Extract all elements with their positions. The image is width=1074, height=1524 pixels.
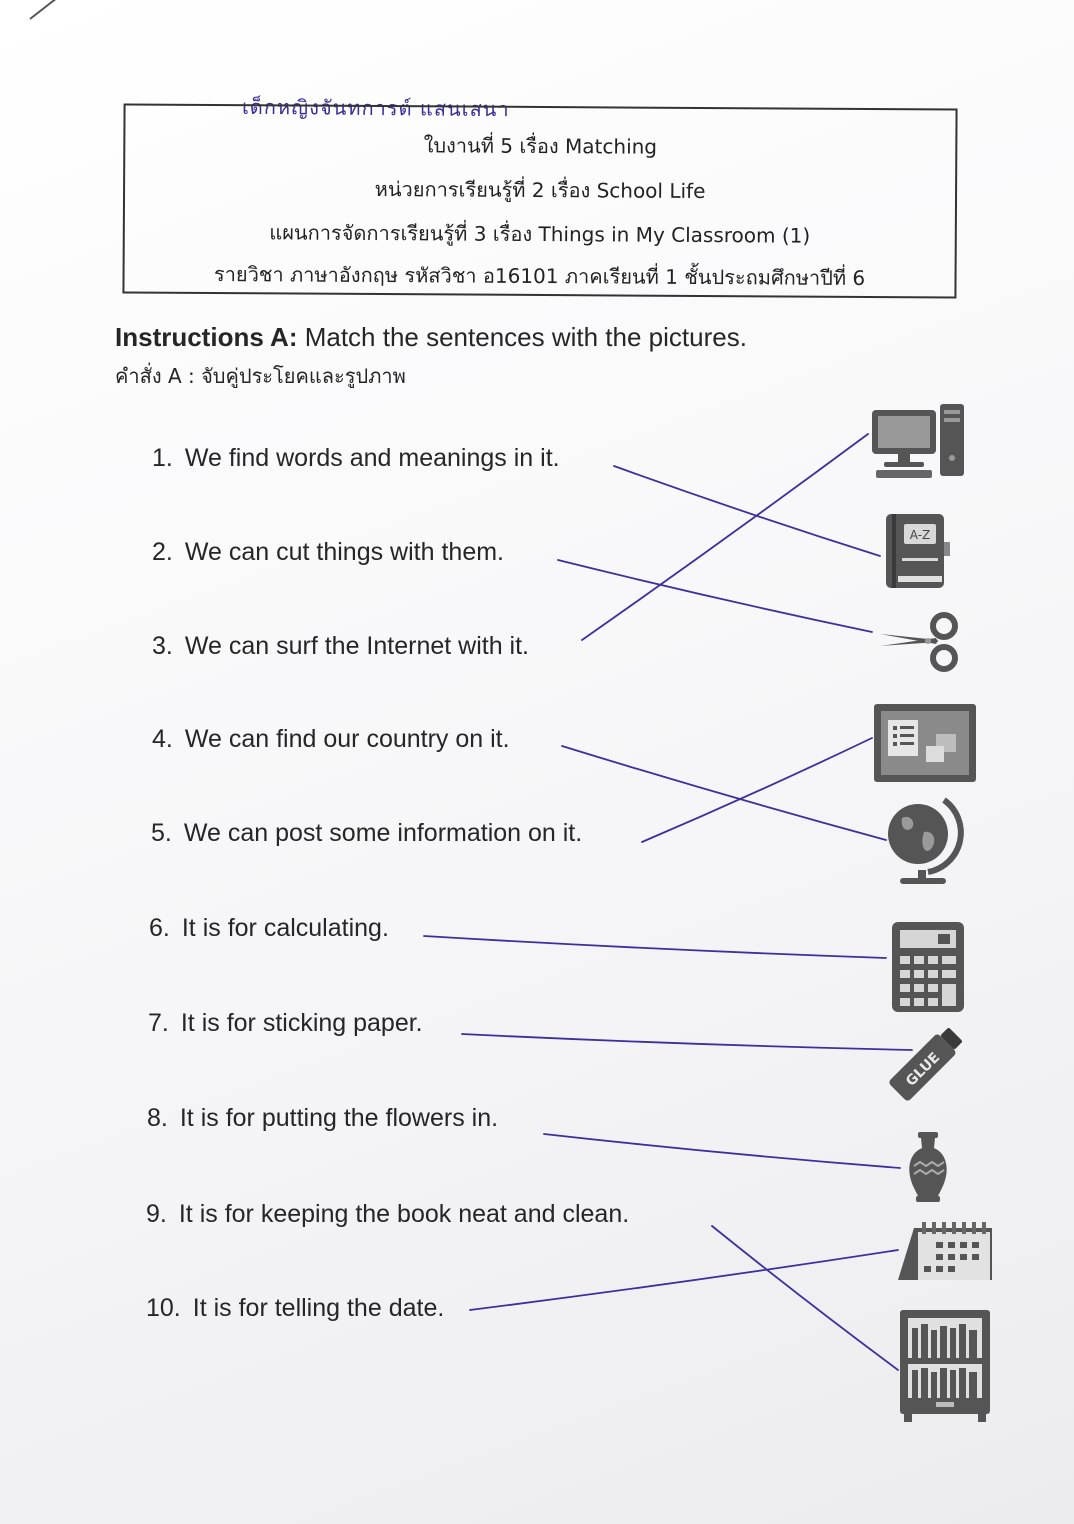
sentence-text: We find words and meanings in it. (184, 444, 560, 472)
answer-line-6 (424, 936, 886, 958)
sentence-number: 9. (146, 1200, 167, 1228)
dictionary-label: A-Z (909, 528, 931, 542)
answer-line-7 (462, 1034, 912, 1050)
sentence-number: 10. (146, 1294, 181, 1322)
header-worksheet-title: ใบงานที่ 5 เรื่อง Matching (423, 133, 658, 159)
header-unit: หน่วยการเรียนรู้ที่ 2 เรื่อง School Life (374, 176, 706, 204)
instructions-label: Instructions A: (115, 322, 298, 352)
sentence-number: 7. (148, 1009, 169, 1037)
sentence-number: 1. (152, 444, 173, 472)
sentence-text: We can post some information on it. (183, 819, 583, 847)
answer-line-9 (712, 1226, 898, 1370)
sentence-text: We can cut things with them. (184, 538, 504, 566)
instructions-text: Match the sentences with the pictures. (297, 322, 747, 352)
sentence-number: 5. (151, 819, 172, 847)
sentence-text: It is for sticking paper. (180, 1009, 423, 1037)
sentence-number: 2. (152, 538, 173, 566)
answer-line-1 (614, 466, 880, 556)
student-name: เด็กหญิงจันทการต์ แสนเสนา (241, 94, 510, 122)
sentence-text: We can find our country on it. (184, 725, 510, 753)
sentence-number: 4. (152, 725, 173, 753)
sentence-text: It is for calculating. (181, 914, 389, 942)
glue-label: GLUE (903, 1049, 944, 1090)
header-course: รายวิชา ภาษาอังกฤษ รหัสวิชา อ16101 ภาคเรียนที่ 1 ชั้นประถมศึกษาปีที่ 6 (213, 262, 866, 290)
answer-line-2 (558, 560, 872, 632)
answer-line-10 (470, 1250, 898, 1310)
answer-line-8 (544, 1134, 900, 1168)
header-plan: แผนการจัดการเรียนรู้ที่ 3 เรื่อง Things in My Classroom (1) (269, 220, 811, 248)
answer-line-3 (582, 434, 868, 640)
sentence-number: 6. (149, 914, 170, 942)
answer-line-4 (562, 746, 886, 840)
sentence-text: It is for telling the date. (192, 1294, 445, 1322)
sentence-number: 3. (152, 632, 173, 660)
sentence-number: 8. (147, 1104, 168, 1132)
sentence-text: We can surf the Internet with it. (184, 632, 529, 660)
sentence-text: It is for putting the flowers in. (179, 1104, 499, 1132)
instructions-thai: คำสั่ง A : จับคู่ประโยคและรูปภาพ (115, 364, 406, 388)
sentence-text: It is for keeping the book neat and clean. (178, 1200, 630, 1228)
